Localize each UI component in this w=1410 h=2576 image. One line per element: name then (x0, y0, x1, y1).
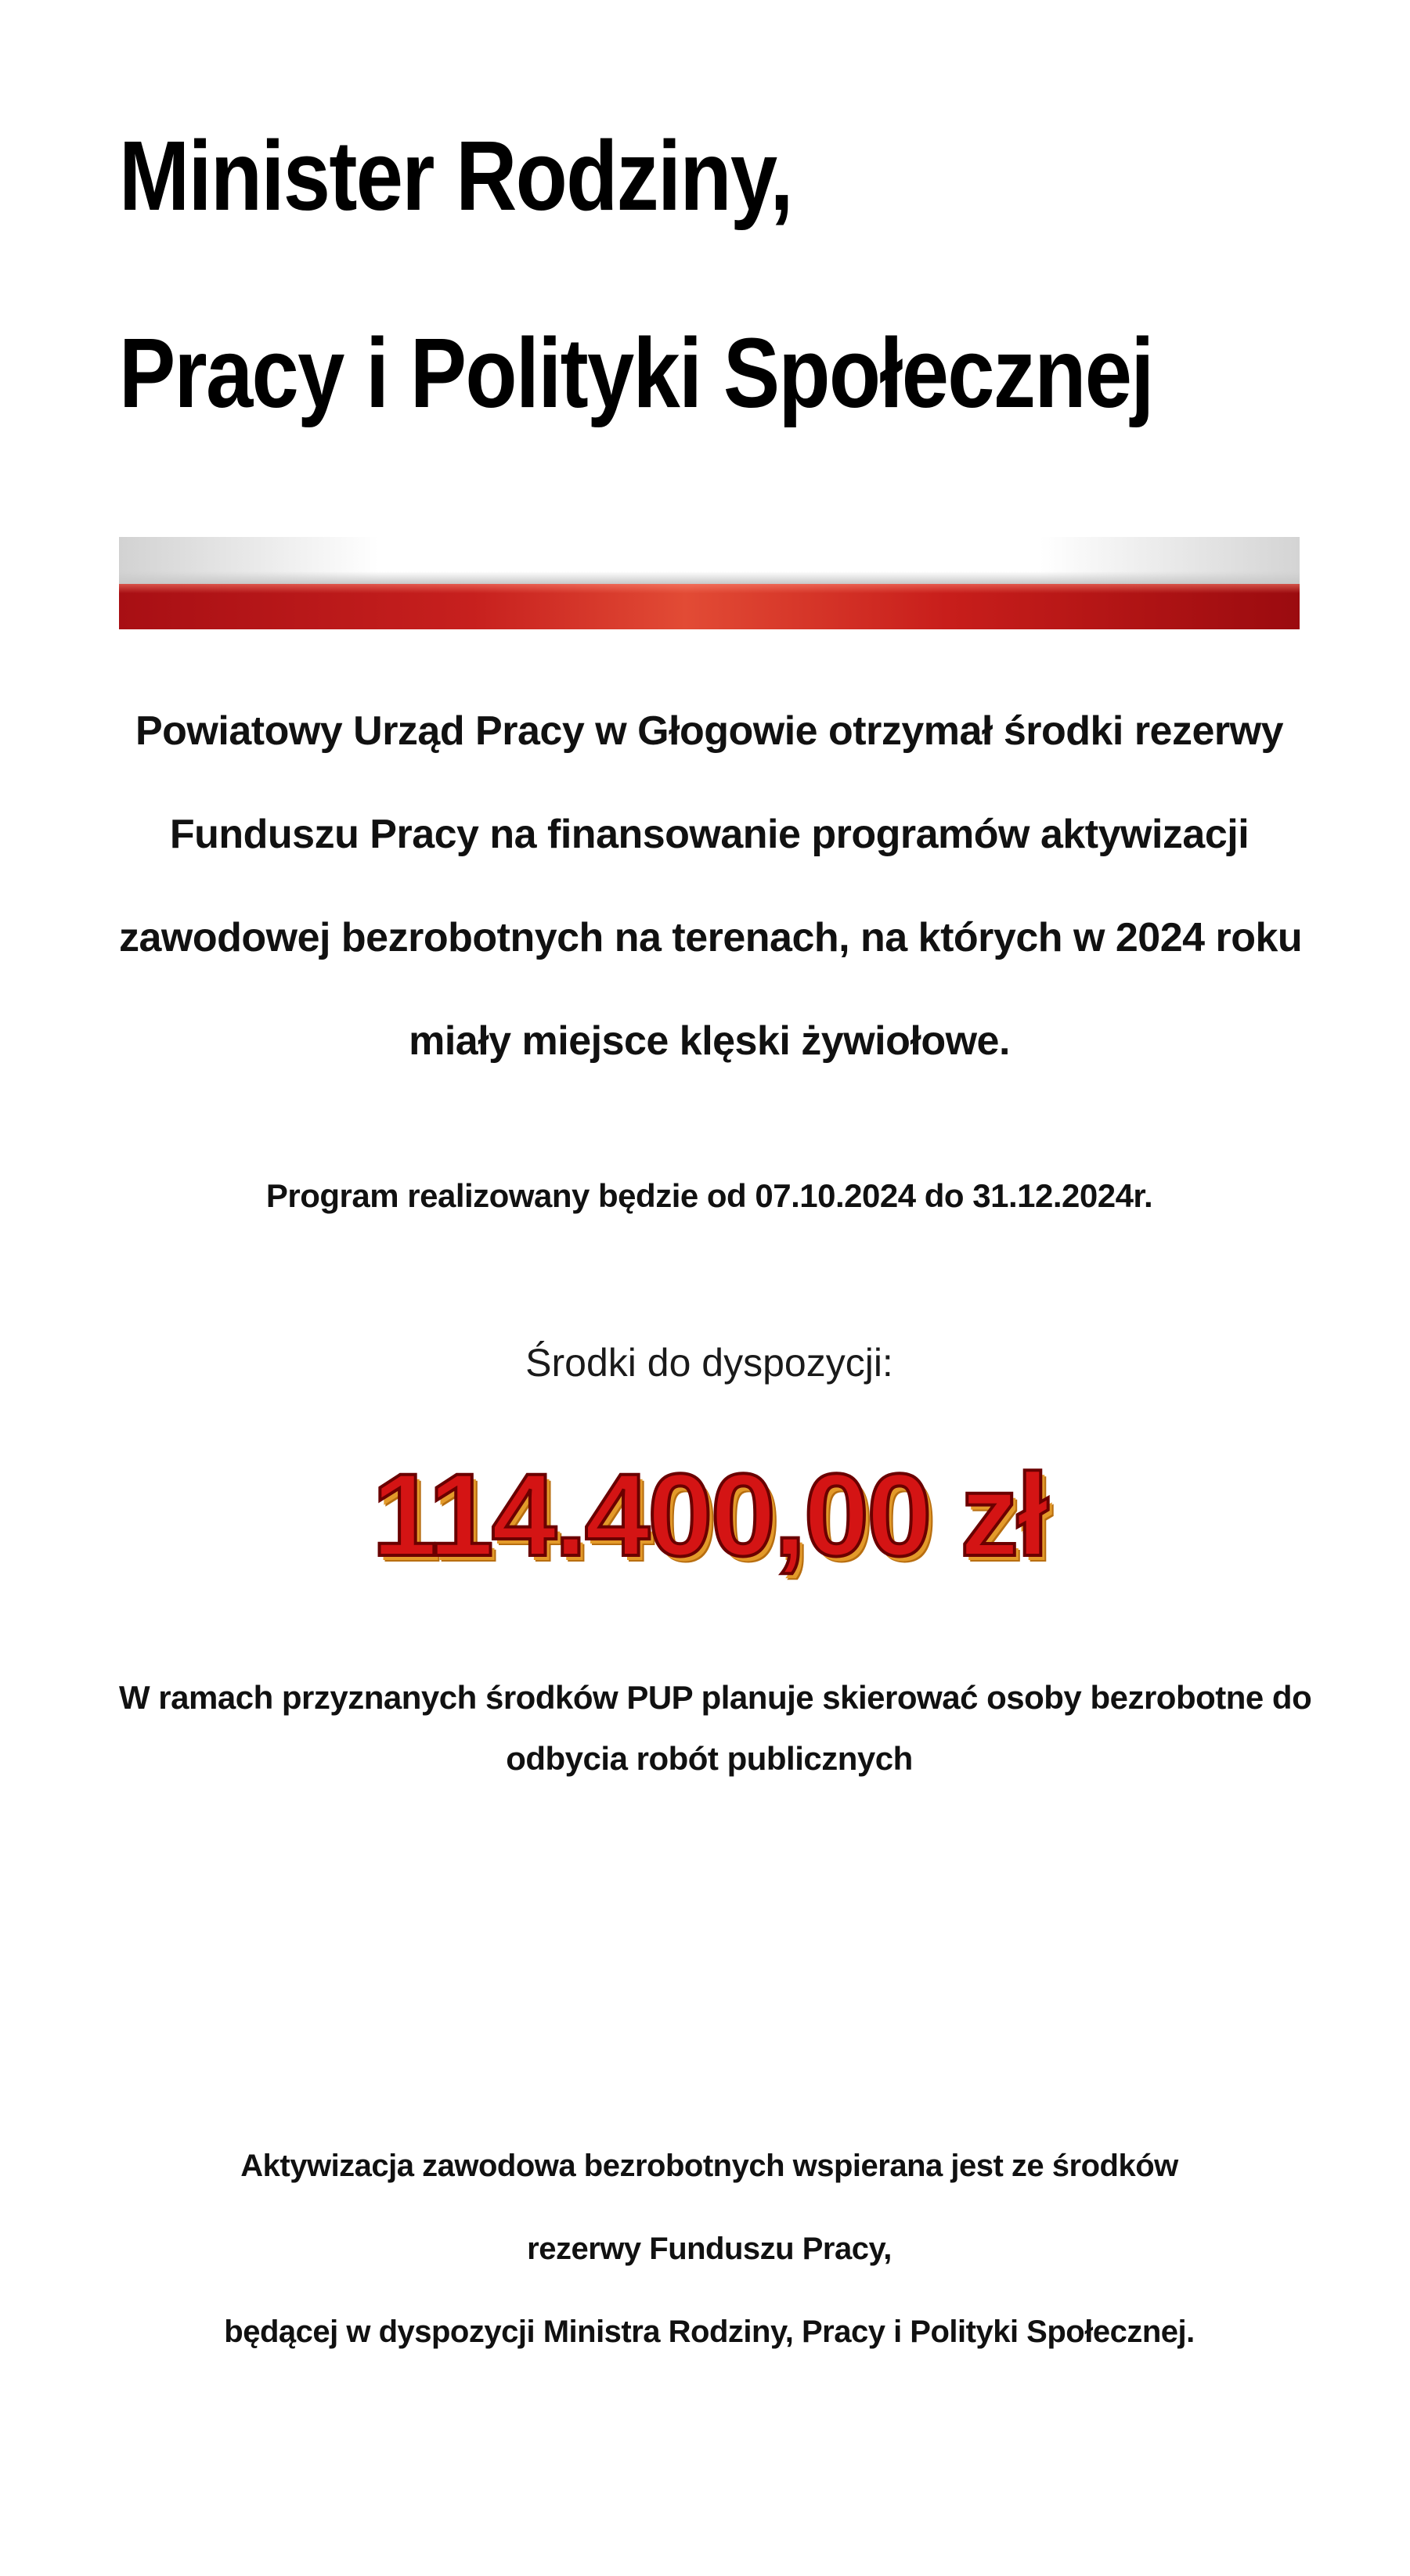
footer-paragraph (119, 2124, 1300, 2373)
intro-line: Funduszu Pracy na finansowanie programów aktywizacji (169, 812, 1250, 857)
page-title-line-2: Pracy i Polityki Społecznej (119, 318, 1153, 428)
footer-line: rezerwy Funduszu Pracy, (527, 2232, 892, 2266)
page-title-line-1: Minister Rodziny, (119, 121, 792, 231)
banner-white-stripe (119, 537, 1300, 584)
plan-paragraph (119, 1667, 1312, 1789)
funds-label: Środki do dyspozycji: (525, 1341, 893, 1385)
plan-line: W ramach przyznanych środków PUP planuje skierować osoby bezrobotne do (119, 1679, 1312, 1716)
intro-line: zawodowej bezrobotnych na terenach, na których w 2024 roku (119, 915, 1303, 960)
program-period: Program realizowany będzie od 07.10.2024 do 31.12.2024r. (265, 1177, 1153, 1214)
banner-red-stripe (119, 584, 1300, 629)
intro-line: miały miejsce klęski żywiołowe. (409, 1018, 1010, 1064)
intro-paragraph (119, 679, 1303, 1093)
funds-amount: 114.400,00 zł (372, 1449, 1047, 1580)
footer-line: będącej w dyspozycji Ministra Rodziny, Pracy i Polityki Społecznej. (224, 2315, 1195, 2349)
plan-line: odbycia robót publicznych (506, 1740, 913, 1777)
intro-line: Powiatowy Urząd Pracy w Głogowie otrzymał środki rezerwy (135, 708, 1283, 754)
flag-banner (119, 537, 1300, 629)
footer-line: Aktywizacja zawodowa bezrobotnych wspierana jest ze środków (240, 2149, 1178, 2183)
